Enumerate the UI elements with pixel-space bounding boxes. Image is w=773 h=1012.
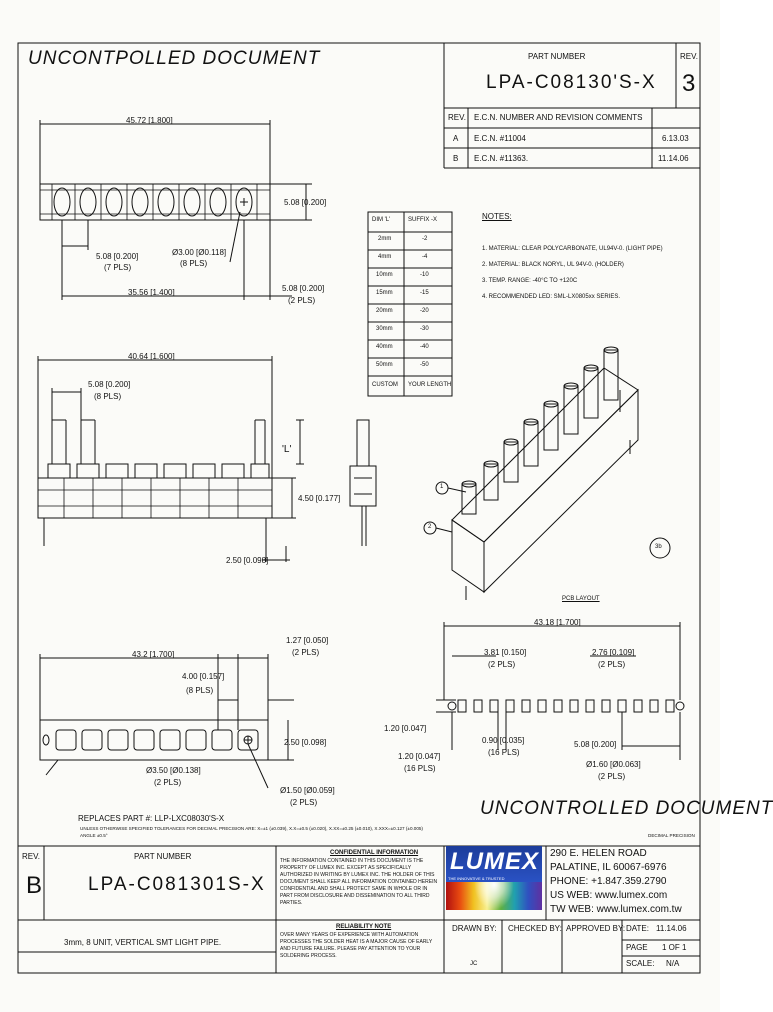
pcb-dim-g-count: (2 PLS) xyxy=(598,772,626,781)
page-value: 1 OF 1 xyxy=(662,943,687,952)
note-item: 4. RECOMMENDED LED: SML-LX0805xx SERIES. xyxy=(482,294,621,300)
side-dim-L: 'L' xyxy=(282,444,292,455)
drawn-by-label: DRAWN BY: xyxy=(452,924,497,933)
logo-glow xyxy=(474,882,514,910)
bottom-dim-pitch: 4.00 [0.157] xyxy=(182,672,225,681)
part-number: LPA-C08130'S-X xyxy=(486,72,657,93)
top-dim-height: 5.08 [0.200] xyxy=(284,198,327,207)
pcb-dim-d: 0.90 [0.035] xyxy=(482,736,525,745)
scale-value: N/A xyxy=(666,959,680,968)
top-dim-span: 35.56 [1.400] xyxy=(128,288,175,297)
footer-part-number-label: PART NUMBER xyxy=(134,852,192,861)
note-item: 1. MATERIAL: CLEAR POLYCARBONATE, UL94V-0. (LIGHT PIPE) xyxy=(482,246,663,252)
pcb-dim-overall: 43.18 [1.700] xyxy=(534,618,581,627)
checked-by-label: CHECKED BY: xyxy=(508,924,562,933)
notes-title: NOTES: xyxy=(482,212,512,221)
rev-table-row-ecn: E.C.N. #11004 xyxy=(474,134,526,143)
top-dim-pitch-count: (7 PLS) xyxy=(104,263,132,272)
suffix-row-dim: 2mm xyxy=(378,236,392,242)
suffix-row-suffix: -40 xyxy=(420,344,429,350)
rev-table-row-date: 6.13.03 xyxy=(662,134,689,143)
suffix-row-suffix: -10 xyxy=(420,272,429,278)
iso-callout-1: 1 xyxy=(440,484,444,490)
reliability-title: RELIABILITY NOTE xyxy=(336,924,392,930)
side-dim-width: 40.64 [1.600] xyxy=(128,352,175,361)
address-us-web: US WEB: www.lumex.com xyxy=(550,890,668,901)
suffix-row-suffix: -15 xyxy=(420,290,429,296)
pcb-dim-b-count: (2 PLS) xyxy=(598,660,626,669)
approved-by-label: APPROVED BY: xyxy=(566,924,626,933)
top-dim-overall: 45.72 [1.800] xyxy=(126,116,173,125)
pcb-dim-c: 1.20 [0.047] xyxy=(384,724,427,733)
suffix-row-dim: 20mm xyxy=(376,308,393,314)
bottom-dim-peg-count: (2 PLS) xyxy=(154,778,182,787)
rev-table-col-ecn: E.C.N. NUMBER AND REVISION COMMENTS xyxy=(474,113,643,122)
suffix-table-col-dim: DIM 'L' xyxy=(372,217,391,223)
uncontrolled-watermark: UNCONTPOLLED DOCUMENT xyxy=(28,48,321,69)
side-view-pipes xyxy=(48,420,269,478)
address-tw-web: TW WEB: www.lumex.com.tw xyxy=(550,904,682,915)
side-dim-height: 4.50 [0.177] xyxy=(298,494,341,503)
bottom-dim-edge: 1.27 [0.050] xyxy=(286,636,329,645)
logo-tagline: THE INNOVATIVE & TRUSTED xyxy=(448,876,505,881)
suffix-table-col-suffix: SUFFIX -X xyxy=(408,217,438,223)
iso-view xyxy=(424,347,670,600)
angle-line: ANGLE ±0.5° xyxy=(80,833,108,838)
pcb-layout-title: PCB LAYOUT xyxy=(562,596,600,602)
pcb-layout-pads xyxy=(448,700,684,712)
suffix-row-suffix: -20 xyxy=(420,308,429,314)
side-dim-pin: 2.50 [0.098] xyxy=(226,556,269,565)
date-value: 11.14.06 xyxy=(656,924,687,933)
confidential-text: THE INFORMATION CONTAINED IN THIS DOCUMENT IS THE PROPERTY OF LUMEX INC. EXCEPT AS SPECIFICALLY AUTHORIZED IN WRITING BY LUMEX INC. THE HOLDER OF THIS DOCUMENT SHALL KEEP ALL INFORMATION CONTAINED HEREIN CONFIDENTIAL AND SHALL PROTECT SAME IN WHOLE OR IN PART FROM DISCLOSURE AND DISSEMINATION TO ALL THIRD PARTIES. xyxy=(280,858,438,906)
bottom-dim-edge-count: (2 PLS) xyxy=(292,648,320,657)
iso-callout-2: 2 xyxy=(428,524,432,530)
side-dim-pitch-count: (8 PLS) xyxy=(94,392,122,401)
address-line: PALATINE, IL 60067-6976 xyxy=(550,862,667,873)
bottom-dim-hole: Ø1.50 [Ø0.059] xyxy=(280,786,335,795)
part-number-label: PART NUMBER xyxy=(528,52,586,61)
footer-rev-label: REV. xyxy=(22,852,40,861)
bottom-dim-height: 2.50 [0.098] xyxy=(284,738,327,747)
date-label: DATE: xyxy=(626,924,649,933)
part-description: 3mm, 8 UNIT, VERTICAL SMT LIGHT PIPE. xyxy=(64,938,222,947)
rev-label: REV. xyxy=(680,52,698,61)
logo-text: LUMEX xyxy=(450,848,539,875)
footer-part-number: LPA-C081301S-X xyxy=(88,874,266,895)
suffix-row-dim: 30mm xyxy=(376,326,393,332)
pcb-dim-g: Ø1.60 [Ø0.063] xyxy=(586,760,641,769)
suffix-row-dim: CUSTOM xyxy=(372,382,398,388)
bottom-dim-pitch-count: (8 PLS) xyxy=(186,686,214,695)
end-view-holder xyxy=(350,466,376,506)
rev-table-row-rev: B xyxy=(453,154,459,163)
pcb-dim-e: 1.20 [0.047] xyxy=(398,752,441,761)
bottom-dim-hole-count: (2 PLS) xyxy=(290,798,318,807)
address-phone: PHONE: +1.847.359.2790 xyxy=(550,876,667,887)
iso-callout-3: 3b xyxy=(655,544,662,550)
top-dim-hole: Ø3.00 [Ø0.118] xyxy=(172,248,227,257)
side-dim-pitch: 5.08 [0.200] xyxy=(88,380,131,389)
rev-table-col-rev: REV. xyxy=(448,113,466,122)
suffix-row-suffix: -50 xyxy=(420,362,429,368)
pcb-dim-f: 5.08 [0.200] xyxy=(574,740,617,749)
pcb-dim-b: 2.76 [0.109] xyxy=(592,648,635,657)
pcb-dim-d-count: (16 PLS) xyxy=(488,748,520,757)
footer-watermark: UNCONTROLLED DOCUMENT xyxy=(480,798,773,819)
footer-rev: B xyxy=(26,872,43,899)
suffix-row-dim: 4mm xyxy=(378,254,392,260)
suffix-row-dim: 40mm xyxy=(376,344,393,350)
bottom-dim-peg: Ø3.50 [Ø0.138] xyxy=(146,766,201,775)
pcb-dim-e-count: (16 PLS) xyxy=(404,764,436,773)
note-item: 3. TEMP. RANGE: -40°C TO +120C xyxy=(482,278,578,284)
rev-table-row-ecn: E.C.N. #11363. xyxy=(474,154,529,163)
pcb-dim-a: 3.81 [0.150] xyxy=(484,648,527,657)
bottom-view-windows xyxy=(43,730,258,750)
rev-table-row-date: 11.14.06 xyxy=(658,154,689,163)
suffix-row-suffix: -2 xyxy=(422,236,428,242)
replaces-part: REPLACES PART #: LLP-LXC08030'S-X xyxy=(78,814,225,823)
suffix-row-suffix: YOUR LENGTH xyxy=(408,382,452,388)
top-dim-end: 5.08 [0.200] xyxy=(282,284,325,293)
rev-value: 3 xyxy=(682,70,696,97)
note-item: 2. MATERIAL: BLACK NORYL, UL 94V-0. (HOLDER) xyxy=(482,262,624,268)
top-dim-pitch: 5.08 [0.200] xyxy=(96,252,139,261)
suffix-row-suffix: -4 xyxy=(422,254,428,260)
top-dim-hole-count: (8 PLS) xyxy=(180,259,208,268)
suffix-row-suffix: -30 xyxy=(420,326,429,332)
suffix-row-dim: 15mm xyxy=(376,290,393,296)
address-line: 290 E. HELEN ROAD xyxy=(550,848,647,859)
tolerance-line: UNLESS OTHERWISE SPECIFIED TOLERANCES FOR DECIMAL PRECISION ARE: X=±1 (±0.039), X.X=±0.5 (±0.020), X.XX=±0.25 (±0.010), X.XXX=±0.127 (±0.005) xyxy=(80,826,423,831)
reliability-text: OVER MANY YEARS OF EXPERIENCE WITH AUTOMATION PROCESSES THE SOLDER HEAT IS A MAJOR CAUSE OF EARLY AND FUTURE FAILURE. PLEASE PAY ATTENTION TO YOUR SOLDERING PROCESS. xyxy=(280,932,433,959)
scale-label: SCALE: xyxy=(626,959,655,968)
page-label: PAGE xyxy=(626,943,648,952)
precision-note: DECIMAL PRECISION xyxy=(648,833,695,838)
confidential-title: CONFIDENTIAL INFORMATION xyxy=(330,850,419,856)
suffix-row-dim: 10mm xyxy=(376,272,393,278)
side-view-holder xyxy=(38,478,272,518)
rev-table-row-rev: A xyxy=(453,134,459,143)
sheet-border xyxy=(18,43,700,973)
drawn-by-value: JC xyxy=(470,961,478,967)
pcb-dim-a-count: (2 PLS) xyxy=(488,660,516,669)
top-dim-end-count: (2 PLS) xyxy=(288,296,316,305)
suffix-row-dim: 50mm xyxy=(376,362,393,368)
lumex-logo xyxy=(446,846,542,910)
bottom-dim-overall: 43.2 [1.700] xyxy=(132,650,175,659)
